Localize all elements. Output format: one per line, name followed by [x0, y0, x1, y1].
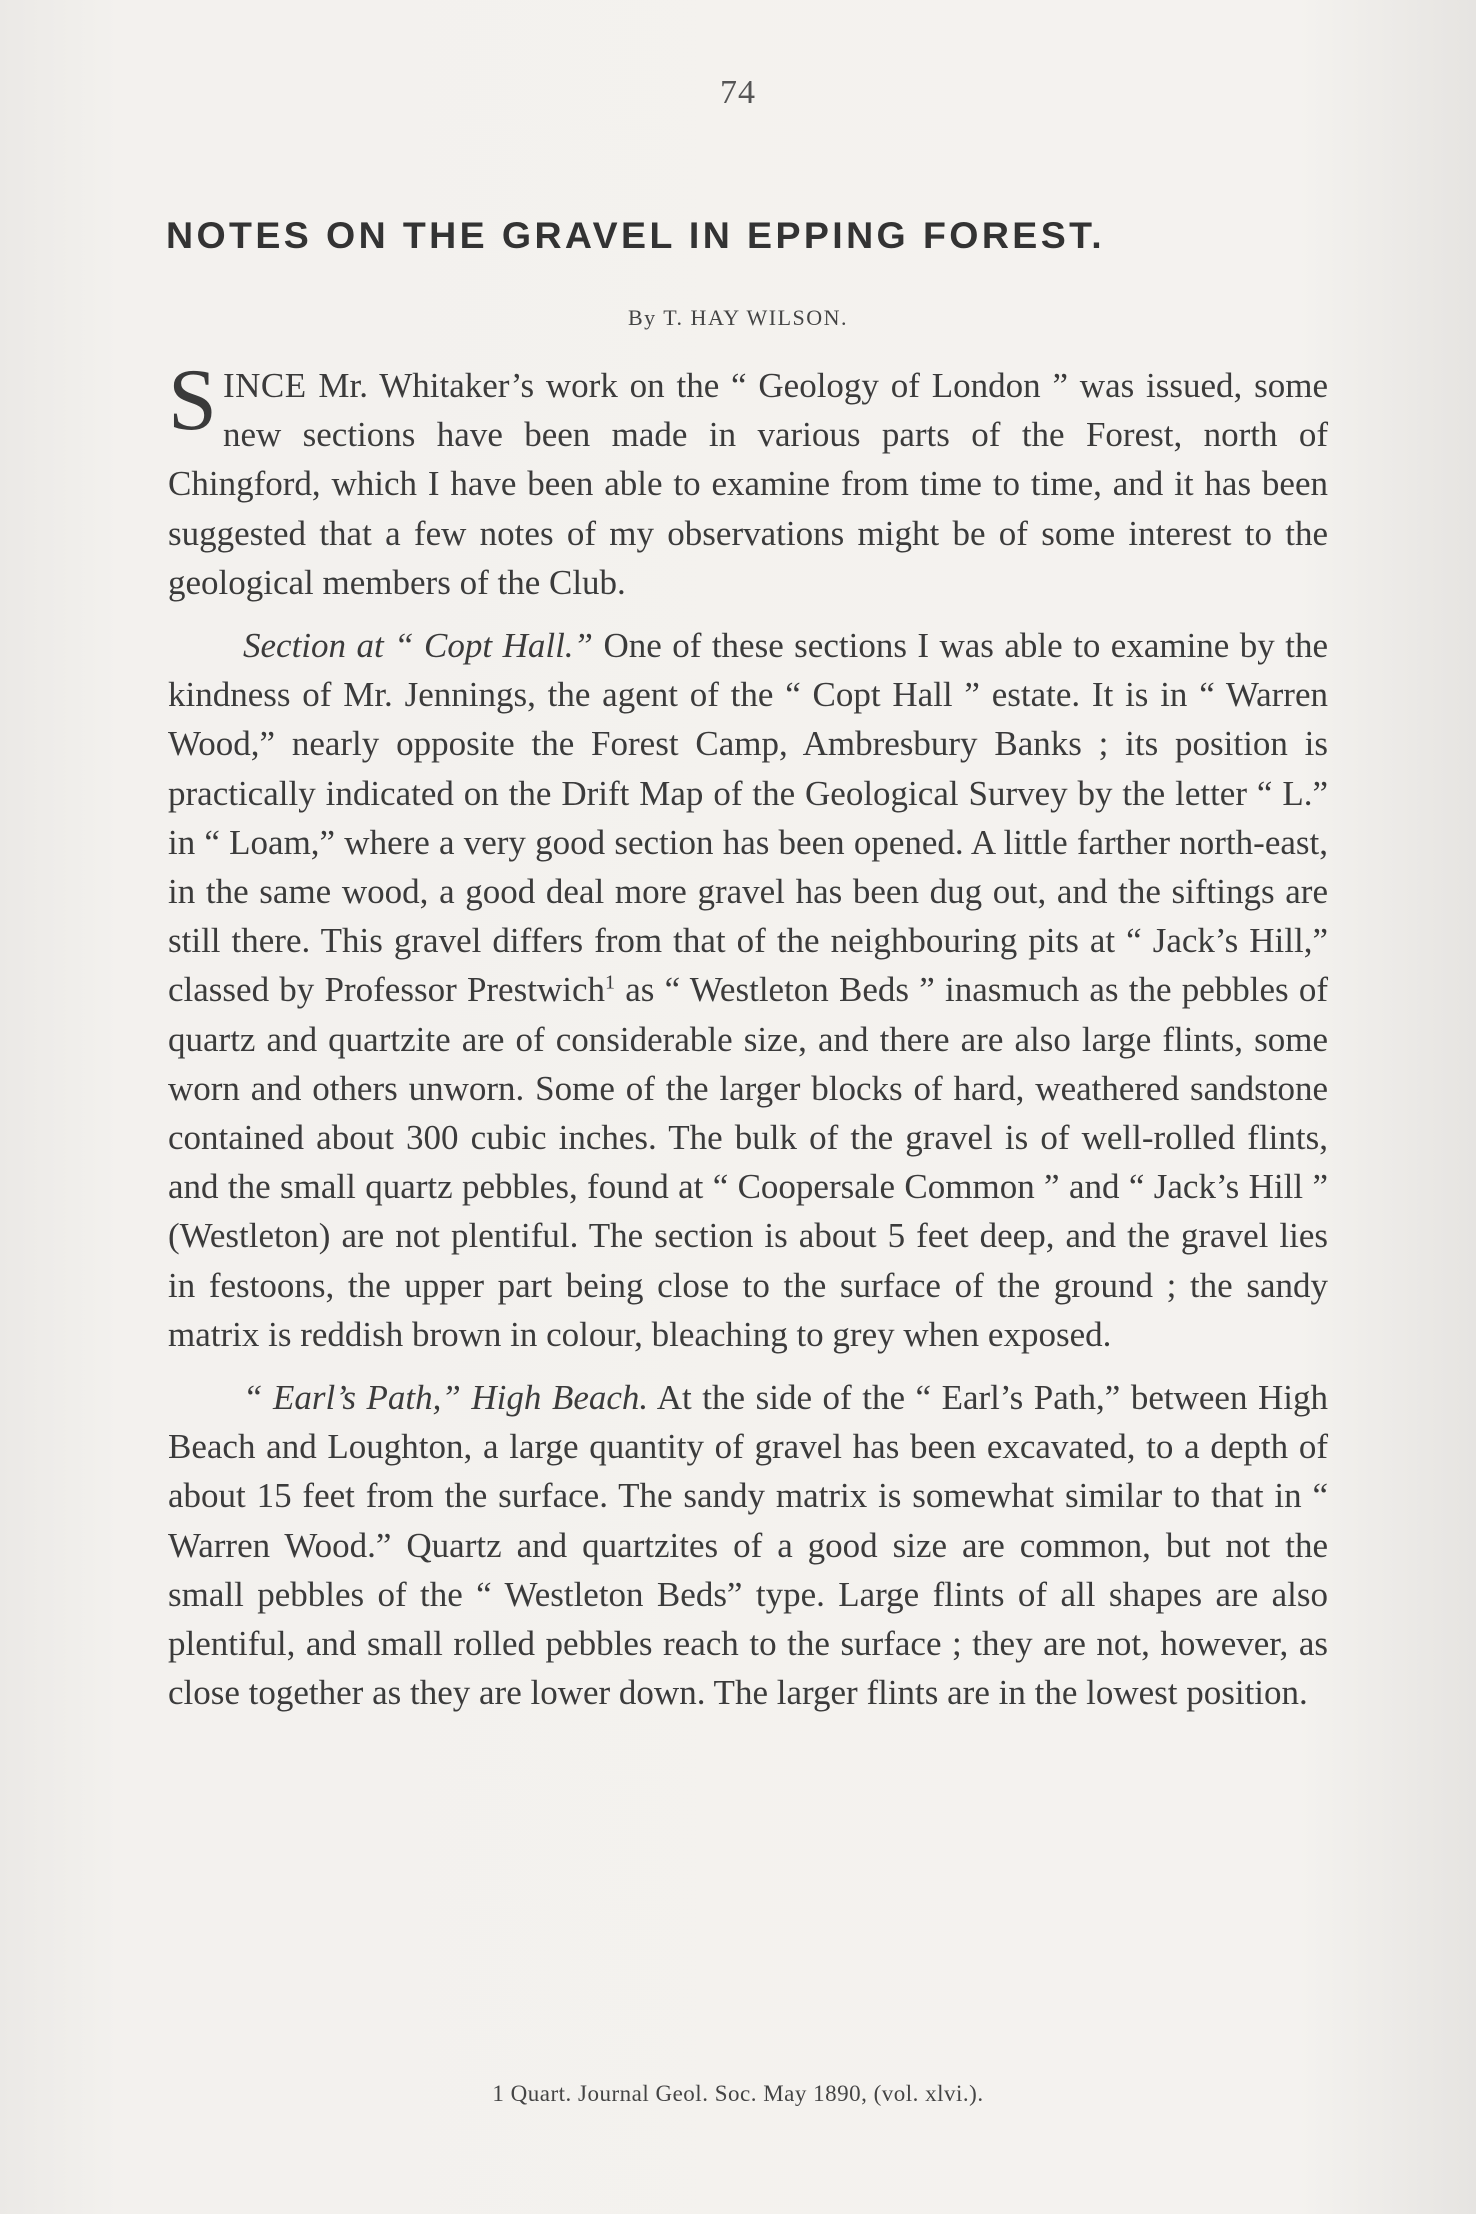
footnote-reference: 1: [604, 971, 615, 994]
article-body: [168, 352, 1329, 1717]
drop-cap: S: [168, 352, 217, 449]
byline: By T. HAY WILSON.: [627, 305, 849, 330]
paragraph-intro: [168, 352, 1328, 607]
section-heading-earls-path: “ Earl’s Path,” High Beach.: [243, 1378, 649, 1418]
footnote: 1 Quart. Journal Geol. Soc. May 1890, (vol. xlvi.).: [492, 2081, 984, 2106]
paragraph-earls-path: [168, 1373, 1328, 1717]
page-number: 74: [720, 74, 756, 111]
paragraph-copt-hall-text-1: One of these sections I was able to examine by the kindness of Mr. Jennings, the agent of the “ Copt Hall ” estate. It is in “ Warren Wood,” nearly opposite the Forest Camp, Ambresbury Banks ; its position is practically indicated on the Drift Map of the Geological Survey by the letter “ L.” in “ Loam,” where a very good section has been opened. A little farther north-east, in the same wood, a good deal more gravel has been dug out, and the siftings are still there. This gravel differs from that of the neighbouring pits at “ Jack’s Hill,” classed by Professor Prestwich: [168, 626, 1328, 1010]
paragraph-copt-hall-text-2: as “ Westleton Beds ” inasmuch as the pebbles of quartz and quartzite are of considerable size, and there are also large flints, some worn and others unworn. Some of the larger blocks of hard, weathered sandstone contained about 300 cubic inches. The bulk of the gravel is of well-rolled flints, and the small quartz pebbles, found at “ Coopersale Common ” and “ Jack’s Hill ” (Westleton) are not plentiful. The section is about 5 feet deep, and the gravel lies in festoons, the upper part being close to the surface of the ground ; the sandy matrix is reddish brown in colour, bleaching to grey when exposed.: [168, 970, 1329, 1354]
article-title: NOTES ON THE GRAVEL IN EPPING FOREST.: [166, 214, 1106, 256]
paragraph-copt-hall: [168, 621, 1328, 1359]
section-heading-copt-hall: Section at “ Copt Hall.”: [243, 626, 594, 666]
paragraph-earls-path-text: At the side of the “ Earl’s Path,” between High Beach and Loughton, a large quantity of gravel has been excavated, to a depth of about 15 feet from the surface. The sandy matrix is somewhat similar to that in “ Warren Wood.” Quartz and quartzites of a good size are common, but not the small pebbles of the “ Westleton Beds” type. Large flints of all shapes are also plentiful, and small rolled pebbles reach to the surface ; they are not, however, as close together as they are lower down. The larger flints are in the lowest position.: [168, 1378, 1328, 1713]
first-word: INCE: [222, 366, 307, 405]
paragraph-intro-text: Mr. Whitaker’s work on the “ Geology of London ” was issued, some new sections have been made in various parts of the Forest, north of Chingford, which I have been able to examine from time to time, and it has been suggested that a few notes of my observations might be of some interest to the geological members of the Club.: [168, 366, 1328, 602]
